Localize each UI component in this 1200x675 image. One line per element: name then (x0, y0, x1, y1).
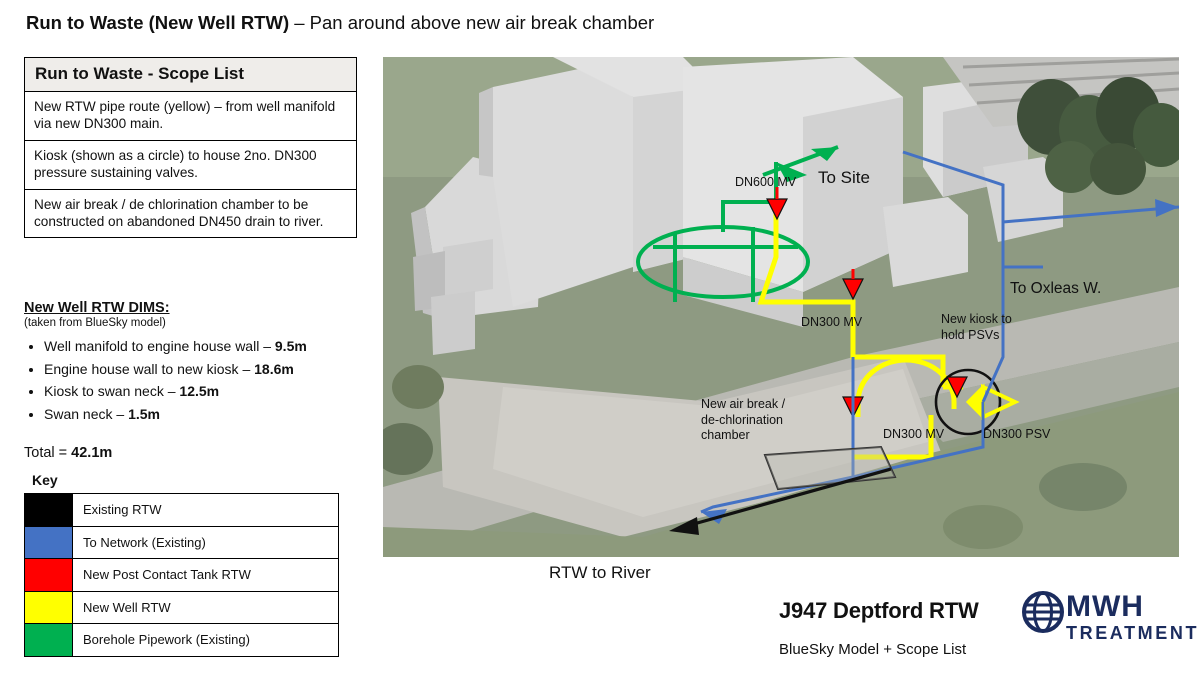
dims-total-label: Total = (24, 445, 72, 461)
key-swatch (25, 494, 73, 527)
dims-item-value: 1.5m (128, 406, 160, 423)
key-row (25, 526, 339, 559)
label-dn300-psv: DN300 PSV (983, 427, 1051, 441)
key-row-label: New Well RTW (73, 591, 339, 624)
dims-list (24, 335, 374, 426)
scope-list-item: New RTW pipe route (yellow) – from well manifold via new DN300 main. (25, 92, 356, 141)
mwh-wordmark: MWH (1066, 590, 1144, 623)
dims-item-value: 12.5m (179, 383, 220, 400)
dims-total (24, 445, 112, 461)
dims-total-value: 42.1m (71, 445, 113, 461)
key-swatch (25, 526, 73, 559)
dims-subtitle: (taken from BlueSky model) (24, 317, 166, 329)
dims-item-text: Well manifold to engine house wall – (44, 338, 275, 354)
dims-item-text: Kiosk to swan neck – (44, 383, 180, 400)
globe-icon (1022, 591, 1064, 633)
key-row (25, 559, 339, 592)
scope-list-item: Kiosk (shown as a circle) to house 2no. DN300 pressure sustaining valves. (25, 141, 356, 190)
key-title: Key (32, 472, 58, 488)
scope-list-header: Run to Waste - Scope List (25, 58, 356, 92)
key-swatch (25, 559, 73, 592)
label-new-kiosk: New kiosk to hold PSVs (941, 312, 1012, 342)
page-title-rest: – Pan around above new air break chamber (289, 12, 655, 33)
dims-list-item (44, 335, 374, 358)
key-row (25, 494, 339, 527)
aerial-photo-panel (383, 57, 1179, 557)
project-subtitle: BlueSky Model + Scope List (779, 641, 967, 658)
label-to-site: To Site (818, 168, 870, 187)
dims-item-value: 18.6m (254, 360, 294, 377)
dims-list-item (44, 403, 374, 426)
key-swatch (25, 591, 73, 624)
mwh-subwordmark: TREATMENT (1066, 623, 1200, 643)
dims-list-item (44, 358, 374, 381)
mwh-logo (1022, 590, 1200, 652)
dims-item-text: Swan neck – (44, 406, 129, 423)
label-dn600-mv: DN600 MV (735, 175, 797, 189)
scope-list-item: New air break / de chlorination chamber to be constructed on abandoned DN450 drain to river. (34, 196, 324, 229)
dims-item-text: Engine house wall to new kiosk – (44, 360, 255, 377)
dims-item-value: 9.5m (274, 338, 307, 354)
key-row (25, 591, 339, 624)
dims-title: New Well RTW DIMS: (24, 300, 170, 316)
key-row (25, 624, 339, 657)
dims-block (24, 300, 374, 426)
label-to-oxleas: To Oxleas W. (1010, 280, 1102, 297)
key-row-label: To Network (Existing) (73, 526, 339, 559)
key-table (24, 493, 339, 657)
page-title (26, 12, 654, 34)
key-row-label: Borehole Pipework (Existing) (73, 624, 339, 657)
scope-list-box (24, 57, 357, 238)
key-row-label: Existing RTW (73, 494, 339, 527)
key-row-label: New Post Contact Tank RTW (73, 559, 339, 592)
aerial-diagram (383, 57, 1179, 557)
dims-list-item (44, 380, 374, 403)
label-dn300-mv-lower: DN300 MV (883, 427, 945, 441)
key-swatch (25, 624, 73, 657)
label-air-break-chamber: New air break / de-chlorination chamber (701, 397, 786, 443)
project-title: J947 Deptford RTW (779, 598, 979, 623)
label-dn300-mv-upper: DN300 MV (801, 315, 863, 329)
page-title-bold: Run to Waste (New Well RTW) (26, 12, 290, 33)
label-rtw-to-river: RTW to River (549, 563, 651, 582)
